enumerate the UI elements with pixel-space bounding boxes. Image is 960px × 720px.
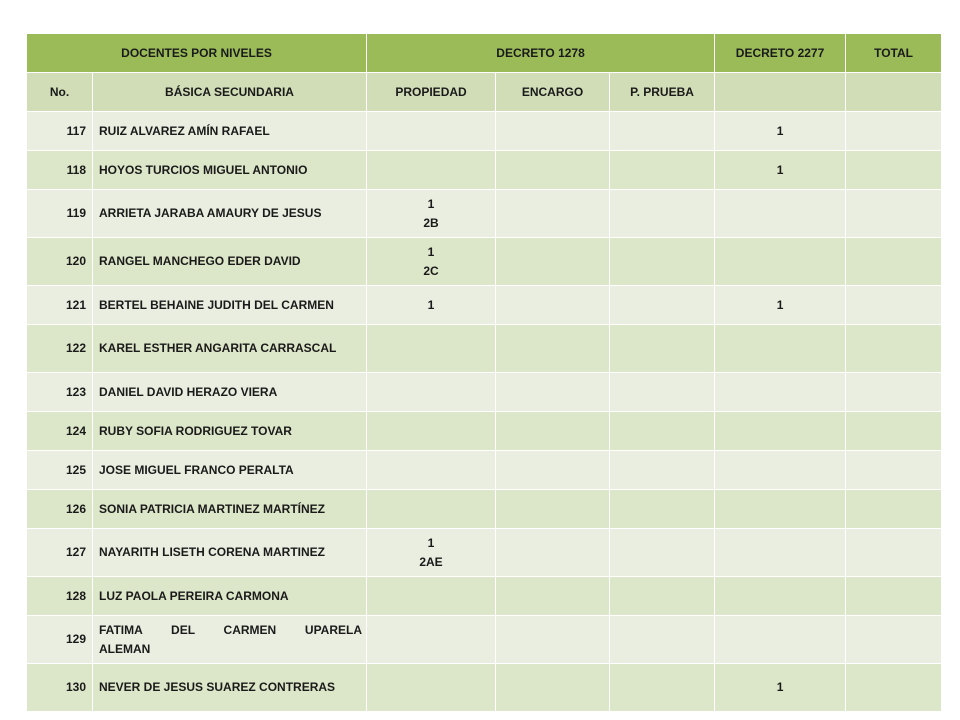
teacher-name: DANIEL DAVID HERAZO VIERA <box>93 373 367 412</box>
prueba-cell <box>610 412 715 451</box>
table-row <box>27 151 942 190</box>
total-cell <box>846 490 942 529</box>
teacher-name: SONIA PATRICIA MARTINEZ MARTÍNEZ <box>93 490 367 529</box>
column-encargo: ENCARGO <box>496 73 610 112</box>
teacher-name: JOSE MIGUEL FRANCO PERALTA <box>93 451 367 490</box>
teacher-name: KAREL ESTHER ANGARITA CARRASCAL <box>93 325 367 373</box>
encargo-cell <box>496 451 610 490</box>
decreto-2277-cell <box>715 373 846 412</box>
row-number: 122 <box>27 325 93 373</box>
decreto-2277-cell <box>715 238 846 286</box>
header-docentes-por-niveles: DOCENTES POR NIVELES <box>27 34 367 73</box>
row-number: 126 <box>27 490 93 529</box>
teacher-name: NAYARITH LISETH CORENA MARTINEZ <box>93 529 367 577</box>
propiedad-value: 1 <box>427 244 435 259</box>
teacher-name <box>93 616 367 664</box>
column-propiedad: PROPIEDAD <box>367 73 496 112</box>
total-cell <box>846 664 942 712</box>
total-cell <box>846 325 942 373</box>
total-cell <box>846 577 942 616</box>
prueba-cell <box>610 373 715 412</box>
encargo-cell <box>496 238 610 286</box>
total-cell <box>846 529 942 577</box>
row-number: 120 <box>27 238 93 286</box>
row-number: 127 <box>27 529 93 577</box>
total-cell <box>846 412 942 451</box>
propiedad-cell <box>367 577 496 616</box>
table-row <box>27 664 942 712</box>
propiedad-cell <box>367 529 496 577</box>
prueba-cell <box>610 325 715 373</box>
row-number: 128 <box>27 577 93 616</box>
teacher-name-line-2: ALEMAN <box>99 641 151 656</box>
propiedad-cell <box>367 325 496 373</box>
table-row <box>27 616 942 664</box>
column-decreto-2277-blank <box>715 73 846 112</box>
table-row <box>27 373 942 412</box>
propiedad-value: 1 <box>427 535 435 550</box>
total-cell <box>846 151 942 190</box>
row-number: 130 <box>27 664 93 712</box>
decreto-2277-cell <box>715 325 846 373</box>
prueba-cell <box>610 529 715 577</box>
propiedad-cell <box>367 373 496 412</box>
encargo-cell <box>496 577 610 616</box>
prueba-cell <box>610 286 715 325</box>
total-cell <box>846 373 942 412</box>
encargo-cell <box>496 190 610 238</box>
propiedad-cell <box>367 190 496 238</box>
row-number: 121 <box>27 286 93 325</box>
teacher-name: LUZ PAOLA PEREIRA CARMONA <box>93 577 367 616</box>
propiedad-cell <box>367 664 496 712</box>
decreto-2277-cell: 1 <box>715 664 846 712</box>
encargo-cell <box>496 529 610 577</box>
propiedad-cell <box>367 112 496 151</box>
teacher-name: RUIZ ALVAREZ AMÍN RAFAEL <box>93 112 367 151</box>
prueba-cell <box>610 490 715 529</box>
propiedad-cell <box>367 490 496 529</box>
teacher-name: HOYOS TURCIOS MIGUEL ANTONIO <box>93 151 367 190</box>
total-cell <box>846 616 942 664</box>
prueba-cell <box>610 616 715 664</box>
decreto-2277-cell <box>715 577 846 616</box>
decreto-2277-cell <box>715 451 846 490</box>
header-row-columns <box>27 73 942 112</box>
table-row <box>27 412 942 451</box>
prueba-cell <box>610 112 715 151</box>
prueba-cell <box>610 190 715 238</box>
row-number: 119 <box>27 190 93 238</box>
docentes-table <box>26 33 942 712</box>
propiedad-grade: 2AE <box>419 554 443 569</box>
teacher-name: RUBY SOFIA RODRIGUEZ TOVAR <box>93 412 367 451</box>
encargo-cell <box>496 490 610 529</box>
row-number: 117 <box>27 112 93 151</box>
prueba-cell <box>610 451 715 490</box>
teacher-name-line-1: FATIMA DEL CARMEN UPARELA <box>99 622 363 637</box>
encargo-cell <box>496 151 610 190</box>
prueba-cell <box>610 238 715 286</box>
table-row <box>27 490 942 529</box>
propiedad-cell <box>367 451 496 490</box>
decreto-2277-cell: 1 <box>715 112 846 151</box>
propiedad-grade: 2C <box>423 263 439 278</box>
encargo-cell <box>496 616 610 664</box>
header-total: TOTAL <box>846 34 942 73</box>
encargo-cell <box>496 373 610 412</box>
decreto-2277-cell <box>715 490 846 529</box>
total-cell <box>846 238 942 286</box>
row-number: 118 <box>27 151 93 190</box>
decreto-2277-cell: 1 <box>715 286 846 325</box>
column-basica-secundaria: BÁSICA SECUNDARIA <box>93 73 367 112</box>
propiedad-cell <box>367 412 496 451</box>
prueba-cell <box>610 664 715 712</box>
teacher-name: NEVER DE JESUS SUAREZ CONTRERAS <box>93 664 367 712</box>
row-number: 124 <box>27 412 93 451</box>
encargo-cell <box>496 664 610 712</box>
teacher-name: BERTEL BEHAINE JUDITH DEL CARMEN <box>93 286 367 325</box>
table-row <box>27 286 942 325</box>
table-row <box>27 190 942 238</box>
propiedad-cell: 1 <box>367 286 496 325</box>
total-cell <box>846 451 942 490</box>
prueba-cell <box>610 577 715 616</box>
encargo-cell <box>496 112 610 151</box>
propiedad-cell <box>367 151 496 190</box>
header-row-groups <box>27 34 942 73</box>
docentes-table-wrapper <box>26 33 942 712</box>
row-number: 129 <box>27 616 93 664</box>
column-periodo-prueba: P. PRUEBA <box>610 73 715 112</box>
table-row <box>27 238 942 286</box>
column-no: No. <box>27 73 93 112</box>
decreto-2277-cell <box>715 412 846 451</box>
teacher-name: RANGEL MANCHEGO EDER DAVID <box>93 238 367 286</box>
total-cell <box>846 286 942 325</box>
propiedad-cell <box>367 238 496 286</box>
header-decreto-2277: DECRETO 2277 <box>715 34 846 73</box>
table-row <box>27 529 942 577</box>
decreto-2277-cell <box>715 190 846 238</box>
table-row <box>27 112 942 151</box>
row-number: 125 <box>27 451 93 490</box>
encargo-cell <box>496 325 610 373</box>
prueba-cell <box>610 151 715 190</box>
decreto-2277-cell <box>715 616 846 664</box>
total-cell <box>846 190 942 238</box>
table-row <box>27 451 942 490</box>
column-total-blank <box>846 73 942 112</box>
teacher-name: ARRIETA JARABA AMAURY DE JESUS <box>93 190 367 238</box>
propiedad-value: 1 <box>427 196 435 211</box>
table-row <box>27 577 942 616</box>
row-number: 123 <box>27 373 93 412</box>
propiedad-grade: 2B <box>423 215 439 230</box>
decreto-2277-cell <box>715 529 846 577</box>
encargo-cell <box>496 412 610 451</box>
total-cell <box>846 112 942 151</box>
encargo-cell <box>496 286 610 325</box>
propiedad-cell <box>367 616 496 664</box>
decreto-2277-cell: 1 <box>715 151 846 190</box>
table-row <box>27 325 942 373</box>
header-decreto-1278: DECRETO 1278 <box>367 34 715 73</box>
